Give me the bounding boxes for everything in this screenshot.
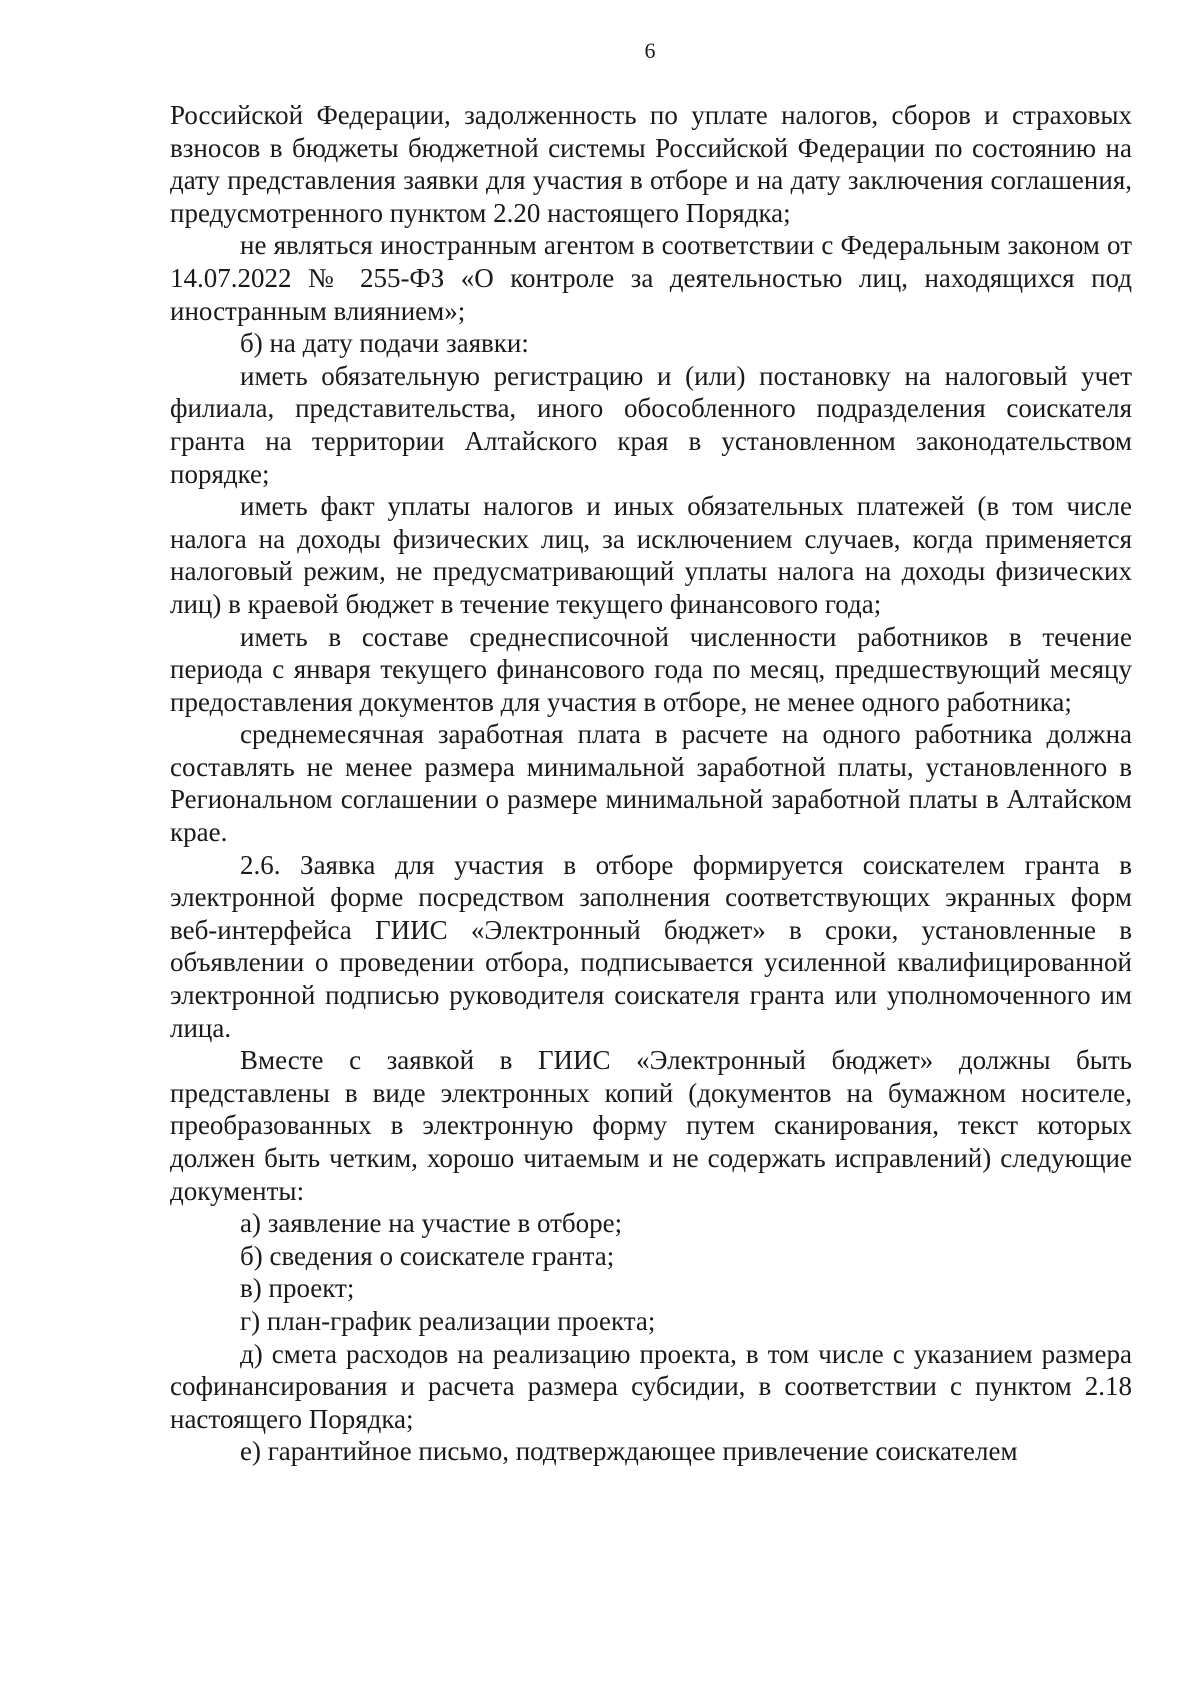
paragraph: иметь факт уплаты налогов и иных обязательных платежей (в том числе налога на доходы физических лиц, за исключением случаев, когда применяется налоговый режим, не предусматривающий уплаты налога на доходы физических лиц) в краевой бюджет в течение текущего финансового года; [170,491,1132,619]
list-item: г) план-график реализации проекта; [240,1305,656,1336]
list-item: б) сведения о соискателе гранта; [240,1240,615,1271]
paragraph: Российской Федерации, задолженность по уплате налогов, сборов и страховых взносов в бюджеты бюджетной системы Российской Федерации по состоянию на дату представления заявки для участия в отборе и на дату заключения соглашения, предусмотренного пунктом 2.20 настоящего Порядка; [170,100,1132,228]
paragraph: 2.6. Заявка для участия в отборе формируется соискателем гранта в электронной форме посредством заполнения соответствующих экранных форм веб-интерфейса ГИИС «Электронный бюджет» в сроки, установленные в объявлении о проведении отбора, подписывается усиленной квалифицированной электронной подписью руководителя соискателя гранта или уполномоченного им лица. [170,849,1132,1043]
list-item: в) проект; [240,1273,355,1304]
list-item: д) смета расходов на реализацию проекта, в том числе с указанием размера софинансирования и расчета размера субсидии, в соответствии с пунктом 2.18 настоящего Порядка; [170,1338,1132,1434]
paragraph: иметь обязательную регистрацию и (или) постановку на налоговый учет филиала, представительства, иного обособленного подразделения соискателя гранта на территории Алтайского края в установленном законодательством порядке; [170,360,1132,489]
paragraph: среднемесячная заработная плата в расчете на одного работника должна составлять не менее размера минимальной заработной платы, установленного в Региональном соглашении о размере минимальной заработной платы в Алтайском крае. [170,719,1132,848]
paragraph: иметь в составе среднесписочной численности работников в течение периода с января текущего финансового года по месяц, предшествующий месяцу предоставления документов для участия в отборе, не менее одного работника; [170,621,1132,717]
list-item: а) заявление на участие в отборе; [240,1208,623,1239]
document-body [170,99,1132,1468]
paragraph: б) на дату подачи заявки: [240,328,529,359]
paragraph: не являться иностранным агентом в соответствии с Федеральным законом от 14.07.2022 № 255-ФЗ «О контроле за деятельностью лиц, находящихся под иностранным влиянием»; [170,230,1132,326]
page-number: 6 [644,38,656,63]
paragraph: Вместе с заявкой в ГИИС «Электронный бюджет» должны быть представлены в виде электронных копий (документов на бумажном носителе, преобразованных в электронную форму путем сканирования, текст которых должен быть четким, хорошо читаемым и не содержать исправлений) следующие документы: [170,1045,1132,1206]
list-item: е) гарантийное письмо, подтверждающее привлечение соискателем [240,1436,1018,1467]
